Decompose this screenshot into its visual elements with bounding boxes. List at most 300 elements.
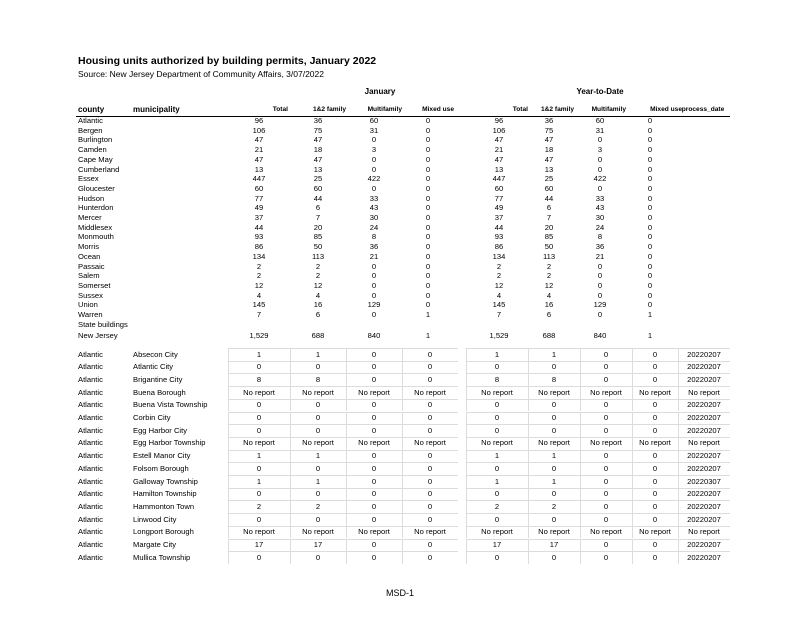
muni-cell: 0 — [427, 476, 433, 486]
county-cell: 0 — [425, 261, 431, 271]
county-cell: 21 — [494, 145, 504, 155]
county-cell: 134 — [492, 251, 506, 261]
muni-cell: 0 — [315, 400, 321, 410]
muni-cell: 0 — [427, 400, 433, 410]
county-cell: 4 — [256, 290, 262, 300]
muni-cell: 0 — [603, 501, 609, 511]
muni-cell: 20220207 — [687, 413, 721, 422]
county-cell: 13 — [313, 164, 323, 174]
muni-cell: 1 — [551, 451, 557, 461]
muni-cell: 0 — [371, 514, 377, 524]
county-cell: 49 — [254, 203, 264, 213]
muni-cell: 0 — [603, 552, 609, 562]
county-cell: 47 — [313, 135, 323, 145]
county-cell: 0 — [597, 164, 603, 174]
muni-cell: No report — [538, 387, 570, 397]
group-header-ytd: Year-to-Date — [576, 87, 624, 96]
muni-cell: 0 — [427, 552, 433, 562]
county-cell: 20 — [313, 222, 323, 232]
county-cell: 0 — [647, 280, 653, 290]
muni-cell: 0 — [603, 514, 609, 524]
county-cell: 16 — [544, 300, 554, 310]
header-county: county — [78, 105, 105, 114]
county-name: Atlantic — [78, 116, 103, 125]
muni-cell: No report — [538, 438, 570, 448]
muni-county: Atlantic — [78, 400, 103, 410]
county-cell: 0 — [647, 242, 653, 252]
muni-cell: 0 — [603, 451, 609, 461]
county-cell: 0 — [371, 183, 377, 193]
muni-cell: 0 — [315, 463, 321, 473]
county-name: Middlesex — [78, 222, 113, 232]
report-source: Source: New Jersey Department of Community Affairs, 3/07/2022 — [78, 69, 324, 79]
county-cell: 134 — [252, 251, 266, 261]
muni-cell: 0 — [371, 451, 377, 461]
muni-county: Atlantic — [78, 514, 103, 524]
county-cell: 0 — [425, 271, 431, 281]
county-cell: 47 — [313, 154, 323, 164]
muni-name: Longport Borough — [133, 527, 194, 537]
county-cell: 422 — [593, 174, 607, 184]
muni-cell: 0 — [256, 400, 262, 410]
county-cell: 106 — [492, 125, 506, 135]
county-cell: 93 — [254, 232, 264, 242]
county-cell: 21 — [595, 251, 605, 261]
muni-cell: 0 — [652, 451, 658, 461]
header-jan-mixed: Mixed use — [422, 106, 454, 113]
muni-cell: 0 — [603, 540, 609, 549]
header-jan-family: 1&2 family — [313, 106, 346, 113]
county-name: Camden — [78, 145, 107, 155]
county-cell: 0 — [371, 154, 377, 164]
county-cell: 6 — [546, 203, 552, 213]
county-cell: 447 — [492, 174, 506, 184]
county-cell: 0 — [647, 116, 653, 125]
county-cell: 7 — [256, 310, 262, 319]
county-cell: 4 — [315, 290, 321, 300]
muni-cell: 0 — [315, 552, 321, 562]
county-cell: 1,529 — [249, 331, 269, 341]
muni-cell: 0 — [494, 552, 500, 562]
header-jan-multifamily: Multifamily — [367, 106, 402, 113]
county-cell: 60 — [494, 183, 504, 193]
header-ytd-mixed: Mixed use — [650, 106, 682, 113]
muni-cell: No report — [414, 438, 446, 448]
county-cell: 31 — [595, 125, 605, 135]
muni-cell: 20220207 — [687, 552, 721, 562]
county-cell: 0 — [647, 213, 653, 222]
county-cell: 422 — [367, 174, 381, 184]
muni-county: Atlantic — [78, 527, 103, 537]
muni-cell: 0 — [603, 362, 609, 372]
county-cell: 3 — [371, 145, 377, 155]
muni-cell: 0 — [256, 413, 262, 422]
county-cell: 21 — [254, 145, 264, 155]
muni-cell: No report — [481, 387, 513, 397]
county-cell: 113 — [542, 251, 556, 261]
muni-county: Atlantic — [78, 374, 103, 384]
muni-cell: 0 — [427, 463, 433, 473]
county-cell: 0 — [371, 290, 377, 300]
muni-cell: 0 — [652, 349, 658, 359]
muni-cell: No report — [243, 438, 275, 448]
muni-cell: 17 — [549, 540, 559, 549]
muni-cell: 0 — [315, 514, 321, 524]
muni-cell: 0 — [494, 514, 500, 524]
county-cell: 36 — [595, 242, 605, 252]
county-cell: 0 — [647, 300, 653, 310]
muni-cell: 20220207 — [687, 400, 721, 410]
county-cell: 43 — [595, 203, 605, 213]
muni-name: Folsom Borough — [133, 463, 189, 473]
county-cell: 85 — [313, 232, 323, 242]
county-cell: 0 — [597, 280, 603, 290]
county-cell: 93 — [494, 232, 504, 242]
county-cell: 50 — [313, 242, 323, 252]
muni-county: Atlantic — [78, 451, 103, 461]
header-process-date: process_date — [681, 106, 725, 113]
muni-cell: 0 — [315, 413, 321, 422]
muni-cell: 0 — [494, 425, 500, 435]
county-cell: 0 — [647, 271, 653, 281]
county-cell: 6 — [546, 310, 552, 319]
muni-cell: 0 — [652, 476, 658, 486]
muni-cell: No report — [590, 527, 622, 537]
muni-cell: 20220207 — [687, 362, 721, 372]
county-cell: 0 — [425, 232, 431, 242]
muni-cell: 0 — [371, 501, 377, 511]
muni-cell: No report — [538, 527, 570, 537]
muni-cell: 0 — [603, 400, 609, 410]
muni-cell: 0 — [427, 413, 433, 422]
county-cell: 0 — [597, 271, 603, 281]
county-cell: 33 — [369, 193, 379, 203]
county-cell: 0 — [371, 135, 377, 145]
muni-cell: 2 — [256, 501, 262, 511]
muni-cell: 0 — [256, 552, 262, 562]
county-cell: 1 — [647, 310, 653, 319]
muni-cell: 2 — [494, 501, 500, 511]
muni-cell: 0 — [652, 362, 658, 372]
muni-cell: 0 — [652, 374, 658, 384]
muni-cell: 0 — [494, 400, 500, 410]
muni-name: Margate City — [133, 540, 177, 549]
muni-name: Estell Manor City — [133, 451, 191, 461]
muni-cell: 0 — [652, 413, 658, 422]
county-cell: 36 — [369, 242, 379, 252]
muni-county: Atlantic — [78, 463, 103, 473]
muni-cell: 0 — [551, 514, 557, 524]
muni-cell: 8 — [551, 374, 557, 384]
county-cell: 96 — [254, 116, 264, 125]
muni-cell: 0 — [427, 349, 433, 359]
muni-cell: 0 — [371, 362, 377, 372]
county-cell: 0 — [425, 222, 431, 232]
county-name: Monmouth — [78, 232, 114, 242]
muni-cell: 0 — [652, 501, 658, 511]
county-cell: 688 — [542, 331, 556, 341]
muni-name: Galloway Township — [133, 476, 198, 486]
muni-cell: 1 — [256, 476, 262, 486]
muni-cell: 0 — [551, 425, 557, 435]
county-cell: 49 — [494, 203, 504, 213]
county-cell: 0 — [425, 154, 431, 164]
header-ytd-family: 1&2 family — [541, 106, 574, 113]
muni-cell: 0 — [652, 552, 658, 562]
county-cell: 0 — [425, 300, 431, 310]
county-cell: 0 — [597, 154, 603, 164]
muni-cell: No report — [414, 387, 446, 397]
county-cell: 12 — [544, 280, 554, 290]
muni-cell: 17 — [492, 540, 502, 549]
county-cell: 21 — [369, 251, 379, 261]
muni-county: Atlantic — [78, 349, 103, 359]
county-cell: 37 — [494, 213, 504, 222]
group-header-january: January — [364, 87, 396, 96]
muni-cell: No report — [590, 387, 622, 397]
report-title: Housing units authorized by building permits, January 2022 — [78, 55, 377, 67]
muni-cell: 0 — [427, 489, 433, 499]
county-cell: 0 — [425, 183, 431, 193]
county-cell: 0 — [425, 193, 431, 203]
county-cell: 50 — [544, 242, 554, 252]
county-cell: 0 — [425, 290, 431, 300]
muni-cell: 20220207 — [687, 349, 721, 359]
county-cell: 0 — [425, 164, 431, 174]
muni-cell: 0 — [427, 540, 433, 549]
county-cell: 0 — [647, 174, 653, 184]
county-cell: 96 — [494, 116, 504, 125]
county-cell: 30 — [369, 213, 379, 222]
county-cell: 0 — [647, 232, 653, 242]
muni-cell: 20220207 — [687, 425, 721, 435]
muni-cell: 2 — [551, 501, 557, 511]
county-cell: 13 — [544, 164, 554, 174]
county-name: Ocean — [78, 251, 101, 261]
county-name: Passaic — [78, 261, 105, 271]
muni-cell: 8 — [494, 374, 500, 384]
muni-cell: 0 — [551, 400, 557, 410]
county-cell: 0 — [647, 290, 653, 300]
muni-cell: 1 — [551, 476, 557, 486]
muni-cell: 0 — [551, 362, 557, 372]
muni-name: Linwood City — [133, 514, 177, 524]
muni-cell: 0 — [427, 425, 433, 435]
muni-cell: 8 — [256, 374, 262, 384]
county-cell: 47 — [544, 154, 554, 164]
county-cell: 0 — [425, 174, 431, 184]
muni-cell: No report — [688, 387, 720, 397]
muni-cell: 0 — [256, 362, 262, 372]
county-cell: 0 — [425, 251, 431, 261]
muni-cell: 17 — [313, 540, 323, 549]
muni-cell: No report — [302, 387, 334, 397]
muni-cell: 20220207 — [687, 451, 721, 461]
county-cell: 0 — [597, 290, 603, 300]
muni-cell: 1 — [256, 451, 262, 461]
county-cell: 1 — [425, 331, 431, 341]
county-cell: 0 — [597, 183, 603, 193]
muni-county: Atlantic — [78, 476, 103, 486]
muni-name: Buena Borough — [133, 387, 186, 397]
muni-cell: No report — [358, 438, 390, 448]
county-cell: 47 — [494, 135, 504, 145]
county-cell: 43 — [369, 203, 379, 213]
muni-cell: 0 — [652, 400, 658, 410]
county-name: Hunterdon — [78, 203, 114, 213]
muni-cell: 20220207 — [687, 540, 721, 549]
county-cell: 0 — [371, 261, 377, 271]
muni-county: Atlantic — [78, 413, 103, 422]
muni-cell: 0 — [603, 463, 609, 473]
muni-cell: No report — [639, 387, 671, 397]
muni-name: Hammonton Town — [133, 501, 195, 511]
header-ytd-total: Total — [512, 106, 528, 113]
county-cell: 20 — [544, 222, 554, 232]
muni-cell: 0 — [371, 349, 377, 359]
county-cell: 0 — [425, 135, 431, 145]
county-cell: 4 — [496, 290, 502, 300]
muni-cell: 0 — [315, 425, 321, 435]
county-cell: 86 — [254, 242, 264, 252]
county-cell: 0 — [647, 145, 653, 155]
county-cell: 47 — [254, 135, 264, 145]
muni-cell: 0 — [603, 425, 609, 435]
muni-cell: 0 — [371, 476, 377, 486]
muni-cell: 0 — [371, 400, 377, 410]
muni-name: Buena Vista Township — [133, 400, 208, 410]
county-name: Union — [78, 300, 98, 310]
muni-cell: 1 — [315, 349, 321, 359]
muni-cell: 0 — [427, 451, 433, 461]
muni-cell: No report — [302, 527, 334, 537]
county-cell: 8 — [597, 232, 603, 242]
muni-name: Hamilton Township — [133, 489, 197, 499]
county-cell: 840 — [593, 331, 607, 341]
county-cell: 16 — [313, 300, 323, 310]
muni-cell: 0 — [427, 362, 433, 372]
county-cell: 6 — [315, 310, 321, 319]
muni-cell: 0 — [494, 463, 500, 473]
muni-county: Atlantic — [78, 438, 103, 448]
county-cell: 840 — [367, 331, 381, 341]
muni-cell: 0 — [652, 463, 658, 473]
muni-cell: No report — [302, 438, 334, 448]
muni-cell: 1 — [256, 349, 262, 359]
muni-cell: 0 — [494, 489, 500, 499]
county-cell: 447 — [252, 174, 266, 184]
county-cell: 2 — [496, 261, 502, 271]
county-cell: 0 — [597, 310, 603, 319]
county-cell: 2 — [546, 261, 552, 271]
county-cell: 0 — [425, 280, 431, 290]
muni-cell: 0 — [603, 476, 609, 486]
county-cell: 2 — [256, 271, 262, 281]
muni-name: Brigantine City — [133, 374, 183, 384]
muni-county: Atlantic — [78, 501, 103, 511]
county-cell: 75 — [544, 125, 554, 135]
muni-cell: 20220207 — [687, 489, 721, 499]
county-cell: 30 — [595, 213, 605, 222]
county-cell: 2 — [315, 261, 321, 271]
county-cell: 60 — [254, 183, 264, 193]
county-cell: 25 — [313, 174, 323, 184]
county-cell: 7 — [546, 213, 552, 222]
county-cell: 0 — [647, 125, 653, 135]
county-name: Morris — [78, 242, 100, 252]
muni-cell: 1 — [494, 349, 500, 359]
muni-cell: 2 — [315, 501, 321, 511]
muni-cell: 0 — [371, 463, 377, 473]
muni-cell: 20220307 — [687, 476, 721, 486]
county-cell: 4 — [546, 290, 552, 300]
county-name: State buildings — [78, 319, 128, 329]
county-name: Salem — [78, 271, 100, 281]
muni-cell: 0 — [371, 540, 377, 549]
county-cell: 0 — [647, 193, 653, 203]
muni-cell: 0 — [315, 489, 321, 499]
header-jan-total: Total — [272, 106, 288, 113]
muni-name: Corbin City — [133, 413, 171, 422]
muni-cell: 0 — [315, 362, 321, 372]
muni-cell: No report — [243, 527, 275, 537]
muni-cell: 0 — [551, 463, 557, 473]
muni-cell: 0 — [256, 514, 262, 524]
muni-cell: 0 — [371, 413, 377, 422]
muni-county: Atlantic — [78, 540, 103, 549]
muni-cell: 0 — [551, 489, 557, 499]
county-cell: 60 — [595, 116, 605, 125]
county-cell: 44 — [494, 222, 504, 232]
county-cell: 44 — [313, 193, 323, 203]
muni-cell: No report — [688, 438, 720, 448]
county-name: Hudson — [78, 193, 105, 203]
muni-cell: 0 — [427, 374, 433, 384]
county-name: Essex — [78, 174, 99, 184]
muni-cell: 0 — [256, 425, 262, 435]
county-cell: 0 — [371, 164, 377, 174]
county-cell: 129 — [367, 300, 381, 310]
county-cell: 36 — [313, 116, 323, 125]
county-name: Burlington — [78, 135, 113, 145]
county-cell: 36 — [544, 116, 554, 125]
county-cell: 1 — [647, 331, 653, 341]
muni-cell: No report — [481, 438, 513, 448]
county-cell: 7 — [315, 213, 321, 222]
muni-cell: 0 — [603, 349, 609, 359]
muni-cell: No report — [688, 527, 720, 537]
muni-county: Atlantic — [78, 387, 103, 397]
muni-cell: 0 — [652, 489, 658, 499]
muni-cell: 0 — [494, 413, 500, 422]
muni-cell: 20220207 — [687, 501, 721, 511]
muni-cell: 0 — [371, 425, 377, 435]
county-cell: 3 — [597, 145, 603, 155]
county-name: New Jersey — [78, 331, 118, 341]
muni-cell: 0 — [603, 489, 609, 499]
county-cell: 106 — [252, 125, 266, 135]
county-cell: 12 — [494, 280, 504, 290]
county-cell: 33 — [595, 193, 605, 203]
muni-name: Egg Harbor Township — [133, 438, 206, 448]
muni-cell: 20220207 — [687, 374, 721, 384]
county-cell: 47 — [494, 154, 504, 164]
muni-name: Egg Harbor City — [133, 425, 188, 435]
muni-cell: 0 — [551, 552, 557, 562]
muni-cell: 1 — [315, 451, 321, 461]
county-cell: 25 — [544, 174, 554, 184]
county-cell: 60 — [313, 183, 323, 193]
